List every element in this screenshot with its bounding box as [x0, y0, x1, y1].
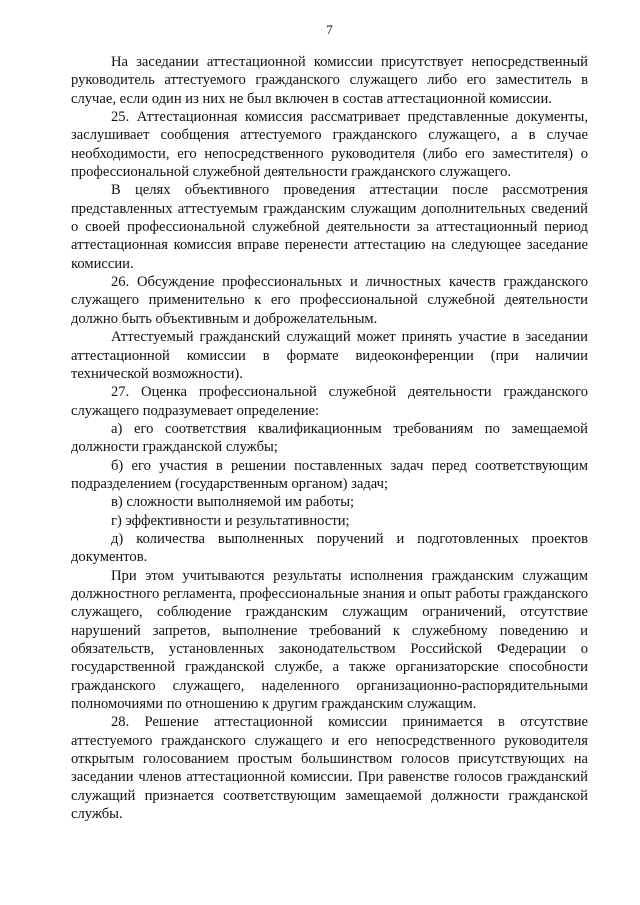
paragraph-item-25: 25. Аттестационная комиссия рассматривает представленные документы, заслушивает сообщения аттестуемого гражданского служащего, а в случае необходимости, его непосредственного руководителя (либо его заместителя) о профессиональной служебной деятельности гражданского служащего. — [71, 109, 588, 181]
list-item-g: г) эффективности и результативности; — [111, 512, 350, 529]
list-item-d: д) количества выполненных поручений и подготовленных проектов документов. — [71, 530, 588, 566]
list-item-v: в) сложности выполняемой им работы; — [111, 494, 355, 511]
list-item-a: а) его соответствия квалификационным требованиям по замещаемой должности гражданской службы; — [71, 420, 588, 456]
paragraph-item-28: 28. Решение аттестационной комиссии принимается в отсутствие аттестуемого гражданского служащего и его непосредственного руководителя открытым голосованием простым большинством голосов присутствующих на заседании членов аттестационной комиссии. При равенстве голосов гражданский служащий признается соответствующим замещаемой должности гражданской службы. — [71, 714, 588, 823]
page-number: 7 — [326, 22, 333, 37]
paragraph-postpone-attestation: В целях объективного проведения аттестации после рассмотрения представленных аттестуемым гражданским служащим дополнительных сведений о своей профессиональной служебной деятельности за аттестационный период аттестационная комиссия вправе перенести аттестацию на следующее заседание комиссии. — [71, 182, 588, 272]
paragraph-videoconference: Аттестуемый гражданский служащий может принять участие в заседании аттестационной комиссии в формате видеоконференции (при наличии технической возможности). — [71, 329, 588, 382]
paragraph-commission-attendance: На заседании аттестационной комиссии присутствует непосредственный руководитель аттестуемого гражданского служащего либо его заместитель в случае, если один из них не был включен в состав аттестационной комиссии. — [71, 54, 588, 107]
paragraph-item-26: 26. Обсуждение профессиональных и личностных качеств гражданского служащего применительно к его профессиональной служебной деятельности должно быть объективным и доброжелательным. — [71, 274, 588, 327]
paragraph-item-27: 27. Оценка профессиональной служебной деятельности гражданского служащего подразумевает определение: — [71, 384, 588, 419]
paragraph-evaluation-factors: При этом учитываются результаты исполнения гражданским служащим должностного регламента, профессиональные знания и опыт работы гражданского служащего, соблюдение гражданским служащим ограничений, отсутствие нарушений запретов, выполнение требований к служебному поведению и обязательств, установленных законодательством Российской Федерации о государственной гражданской службе, а также организаторские способности гражданского служащего, наделенного организационно-распорядительными полномочиями по отношению к другим гражданским служащим. — [71, 567, 588, 713]
list-item-b: б) его участия в решении поставленных задач перед соответствующим подразделением (государственным органом) задач; — [71, 457, 588, 492]
document-body — [71, 53, 588, 823]
